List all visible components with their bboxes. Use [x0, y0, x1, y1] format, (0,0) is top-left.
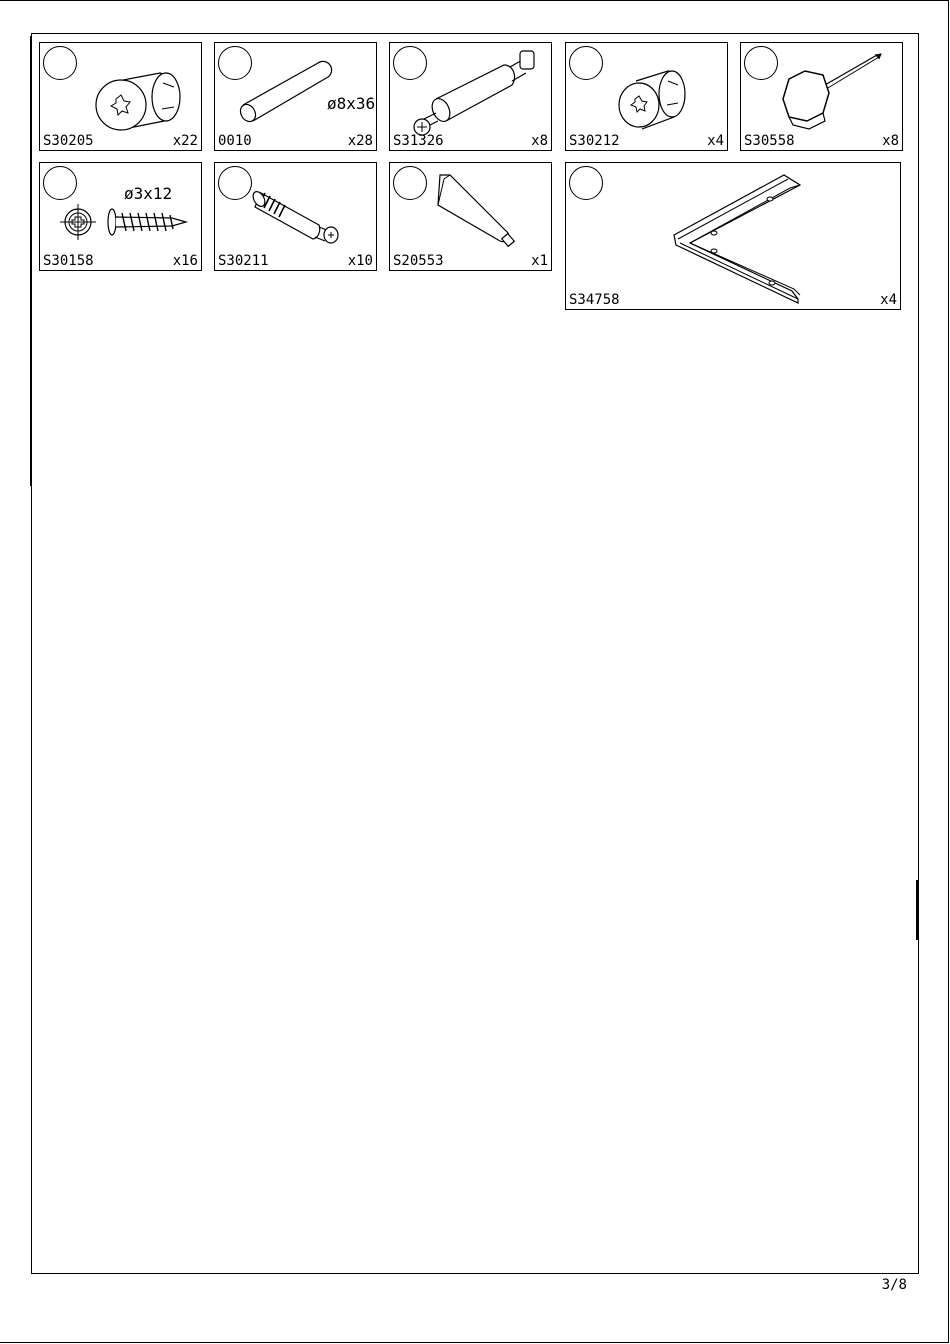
part-quantity: x28	[347, 133, 373, 149]
part-quantity: x8	[882, 133, 899, 149]
part-dimension: ø3x12	[124, 184, 173, 203]
part-dimension: ø8x36	[327, 94, 376, 113]
part-quantity: x1	[531, 253, 548, 269]
part-card	[39, 162, 202, 271]
part-quantity: x22	[172, 133, 198, 149]
part-card	[389, 42, 552, 151]
part-code: S30211	[218, 253, 269, 269]
part-code: S20553	[393, 253, 444, 269]
part-card	[740, 42, 903, 151]
part-code: S30205	[43, 133, 94, 149]
part-code: 0010	[218, 133, 252, 149]
part-card	[565, 42, 728, 151]
part-card	[39, 42, 202, 151]
l-bracket-icon	[566, 163, 900, 309]
part-quantity: x10	[347, 253, 373, 269]
part-code: S30212	[569, 133, 620, 149]
part-quantity: x4	[707, 133, 724, 149]
part-card	[214, 162, 377, 271]
part-quantity: x4	[880, 292, 897, 308]
part-quantity: x16	[172, 253, 198, 269]
part-quantity: x8	[531, 133, 548, 149]
part-card	[565, 162, 901, 310]
part-code: S31326	[393, 133, 444, 149]
part-code: S34758	[569, 292, 620, 308]
part-code: S30158	[43, 253, 94, 269]
part-card	[214, 42, 377, 151]
part-card	[389, 162, 552, 271]
part-code: S30558	[744, 133, 795, 149]
page-number: 3/8	[881, 1277, 907, 1293]
